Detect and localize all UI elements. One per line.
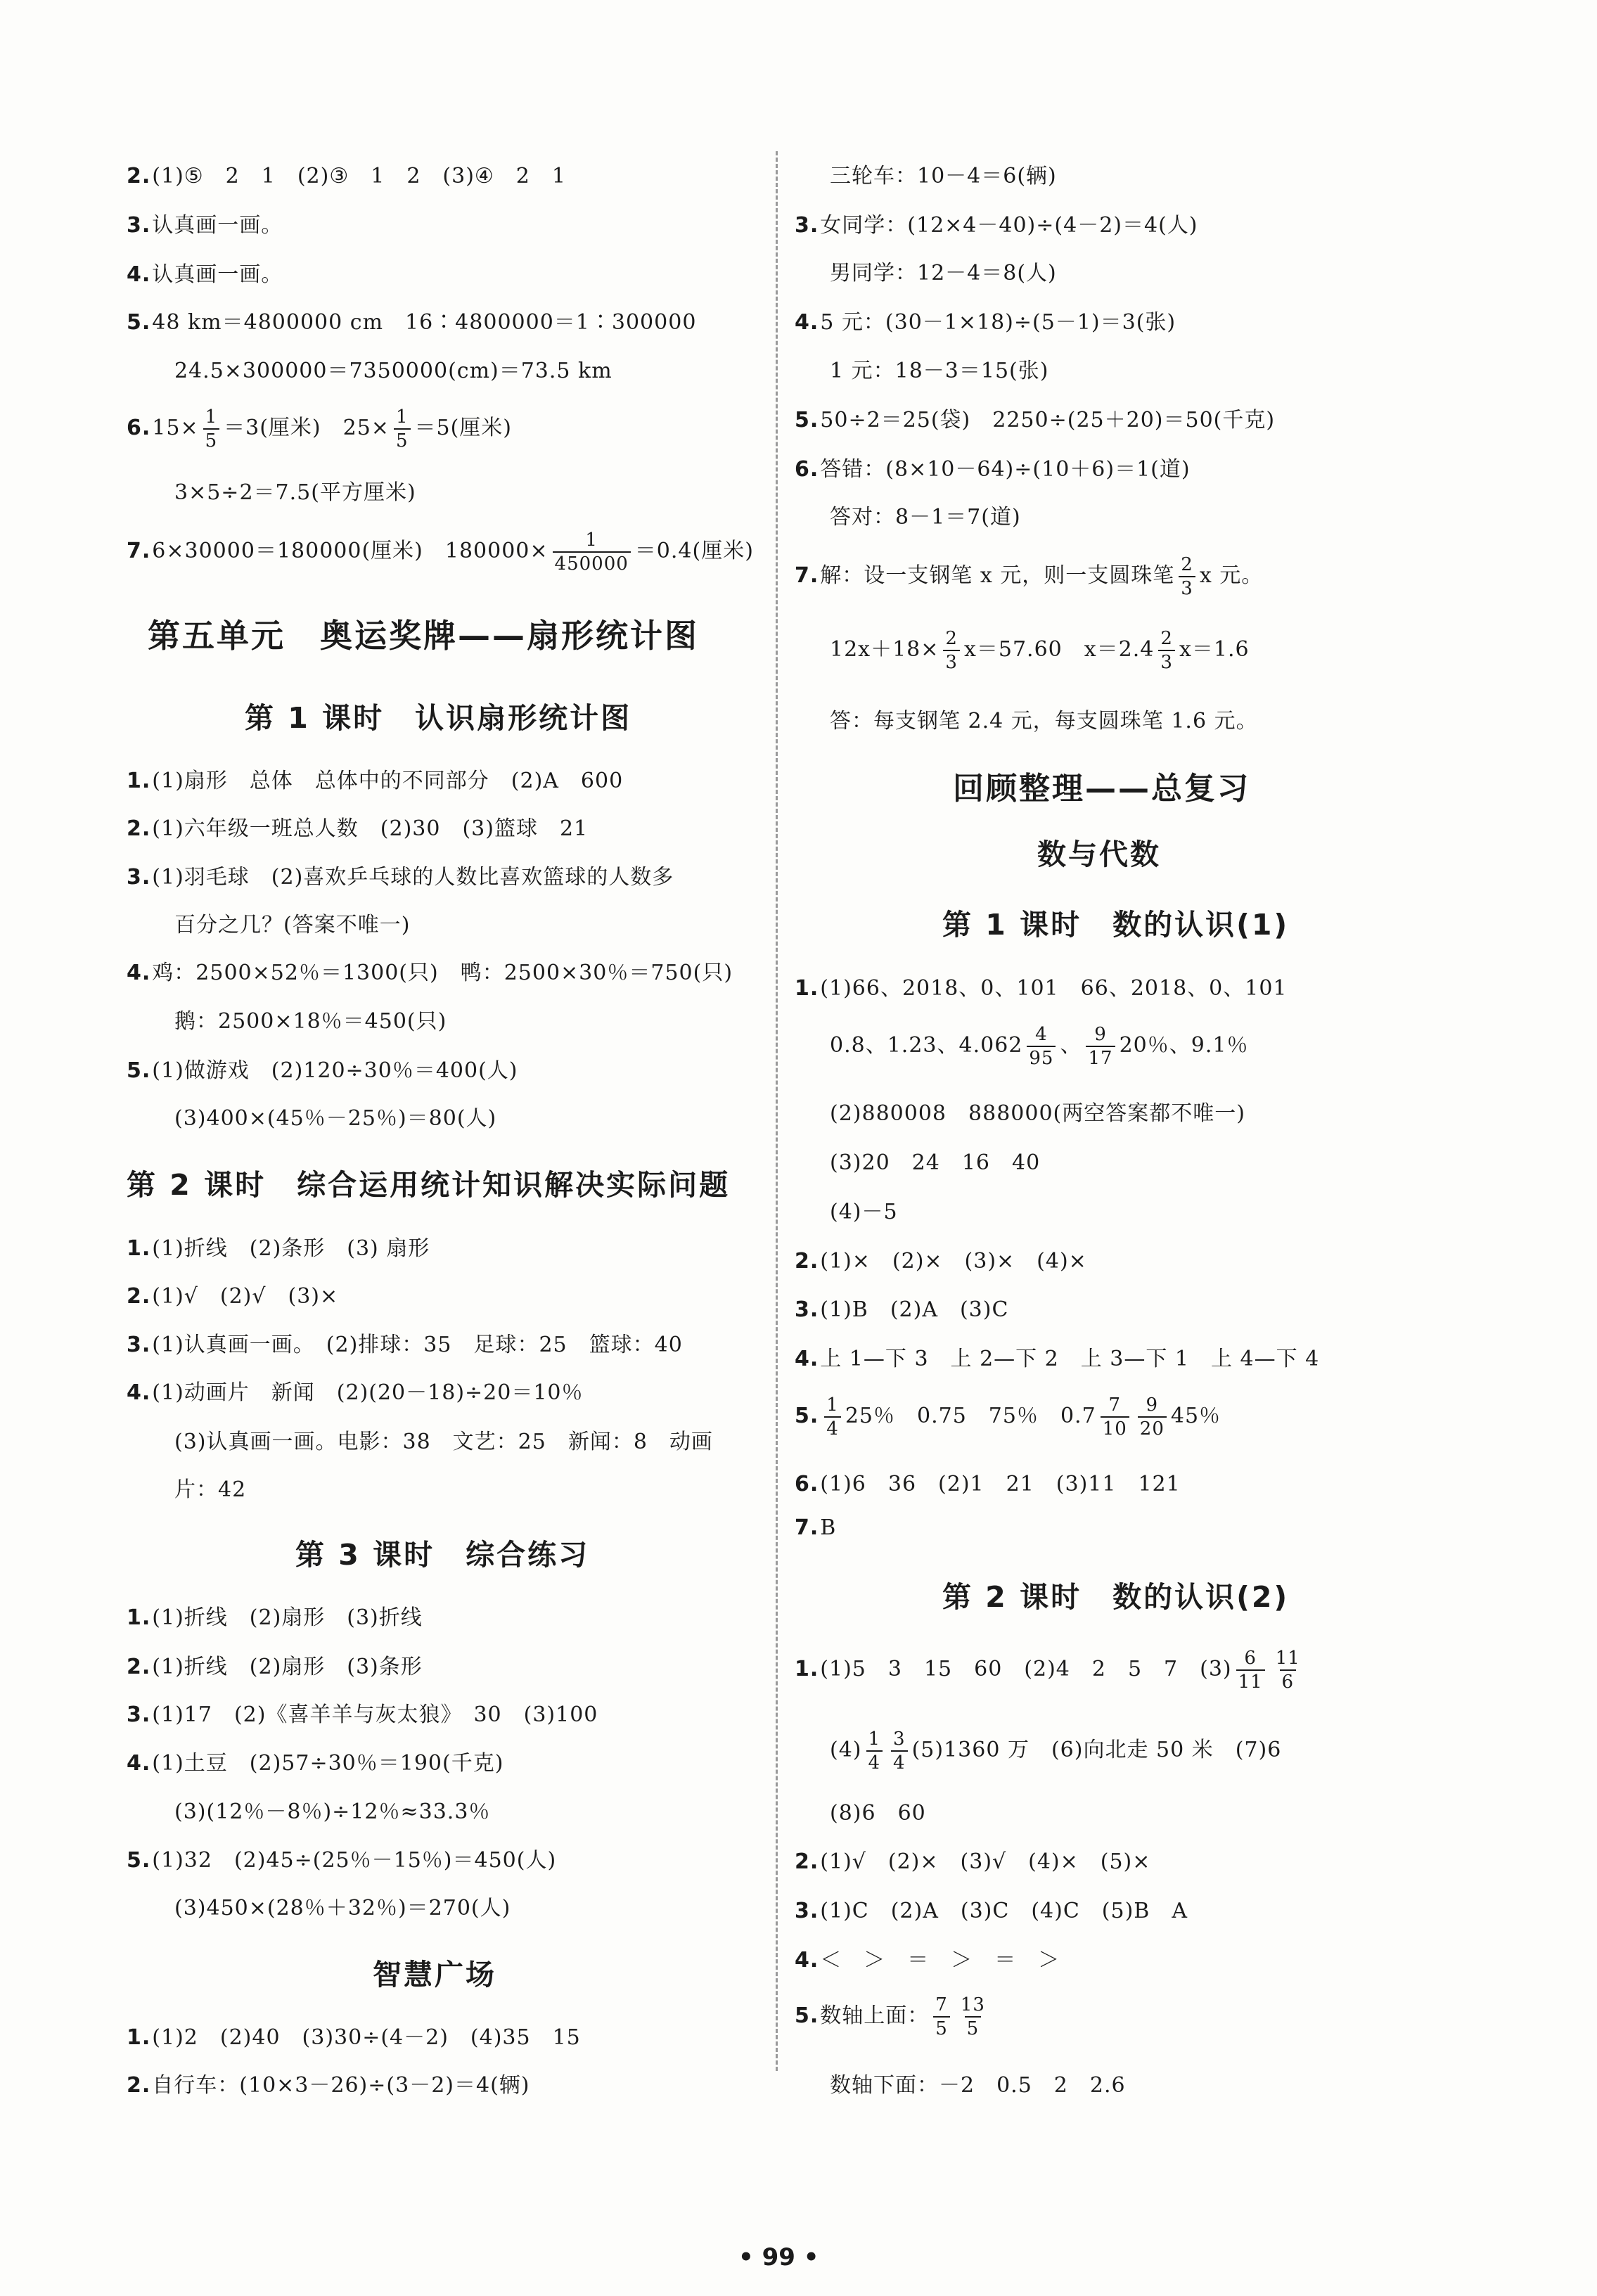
answer-line: 6.(1)6 36 (2)1 21 (3)11 121 <box>795 1472 1181 1496</box>
answer-line: (4) $\frac{1}{4}$ $\frac{3}{4}$ (5)1360 万 (6)向北走 50 米 (7)6 <box>830 1729 1282 1774</box>
answer-line: 2.(1)√ (2)× (3)√ (4)× (5)× <box>795 1849 1151 1874</box>
answer-line: (3)450×(28％＋32％)＝270(人) <box>174 1896 511 1920</box>
fraction: $\frac{2}{3}$ <box>943 629 960 672</box>
fraction: $\frac{3}{4}$ <box>891 1730 908 1772</box>
answer-line: 鹅：2500×18％＝450(只) <box>174 1009 447 1034</box>
answer-line: 4.＜ ＞ ＝ ＞ ＝ ＞ <box>795 1948 1060 1973</box>
answer-line: 4.(1)土豆 (2)57÷30％＝190(千克) <box>127 1751 504 1776</box>
fraction: $\frac{2}{3}$ <box>1158 629 1175 672</box>
answer-line: 1 元：18－3＝15(张) <box>830 359 1049 383</box>
column-divider <box>776 151 778 2071</box>
answer-line: 答：每支钢笔 2.4 元，每支圆珠笔 1.6 元。 <box>830 709 1258 733</box>
page-number: • 99 • <box>738 2243 819 2271</box>
answer-line: 4.5 元：(30－1×18)÷(5－1)＝3(张) <box>795 310 1176 335</box>
fraction: $\frac{1}{5}$ <box>203 408 220 450</box>
answer-line: 7.6×30000＝180000(厘米) 180000× $\frac{1}{450000}$ ＝0.4(厘米) <box>127 530 754 575</box>
fraction: $\frac{1}{5}$ <box>394 408 411 450</box>
fraction: $\frac{1}{4}$ <box>824 1396 841 1438</box>
section-title: 数与代数 <box>1037 838 1161 871</box>
answer-line: 3.认真画一画。 <box>127 213 283 238</box>
answer-line: 4.上 1—下 3 上 2—下 2 上 3—下 1 上 4—下 4 <box>795 1347 1320 1371</box>
answer-line: (4)－5 <box>830 1200 898 1224</box>
fraction: $\frac{9}{20}$ <box>1138 1396 1167 1438</box>
answer-line: 2.(1)六年级一班总人数 (2)30 (3)篮球 21 <box>127 816 589 841</box>
answer-line: 片：42 <box>174 1477 247 1502</box>
answer-line: 2.(1)⑤ 2 1 (2)③ 1 2 (3)④ 2 1 <box>127 164 566 188</box>
fraction: $\frac{7}{5}$ <box>933 1996 950 2038</box>
answer-line: 三轮车：10－4＝6(辆) <box>830 164 1057 188</box>
answer-line: 24.5×300000＝7350000(cm)＝73.5 km <box>174 359 612 383</box>
answer-line: 0.8、1.23、4.062 $\frac{4}{95}$ 、 $\frac{9}{17}$ 20％、9.1％ <box>830 1024 1249 1069</box>
answer-line: 4.(1)动画片 新闻 (2)(20－18)÷20＝10％ <box>127 1380 584 1405</box>
answer-line: 1.(1)折线 (2)条形 (3) 扇形 <box>127 1236 430 1261</box>
answer-line: 5.(1)32 (2)45÷(25％－15％)＝450(人) <box>127 1848 557 1873</box>
fraction: $\frac{11}{6}$ <box>1275 1648 1300 1693</box>
answer-line: 5.50÷2＝25(袋) 2250÷(25＋20)＝50(千克) <box>795 408 1276 432</box>
section-title: 回顾整理——总复习 <box>953 771 1250 807</box>
answer-line: 5. $\frac{1}{4}$ 25％ 0.75 75％ 0.7 $\frac{7}{10}$ $\frac{9}{20}$ 45％ <box>795 1394 1221 1439</box>
answer-line: 1.(1)折线 (2)扇形 (3)折线 <box>127 1605 423 1630</box>
answer-line: (2)880008 888000(两空答案都不唯一) <box>830 1101 1245 1126</box>
answer-line: 1.(1)2 (2)40 (3)30÷(4－2) (4)35 15 <box>127 2025 581 2050</box>
fraction: $\frac{2}{3}$ <box>1179 556 1195 598</box>
answer-line: 3×5÷2＝7.5(平方厘米) <box>174 480 416 505</box>
answer-line: 4.鸡：2500×52％＝1300(只) 鸭：2500×30％＝750(只) <box>127 961 733 985</box>
answer-line: 1.(1)扇形 总体 总体中的不同部分 (2)A 600 <box>127 769 624 793</box>
lesson-title: 第 1 课时 数的认识(1) <box>942 908 1290 942</box>
answer-line: 5.(1)做游戏 (2)120÷30％＝400(人) <box>127 1058 518 1083</box>
fraction: $\frac{1}{450000}$ <box>553 531 631 573</box>
answer-line: 4.认真画一画。 <box>127 262 283 287</box>
unit-title: 第五单元 奥运奖牌——扇形统计图 <box>148 617 699 655</box>
answer-line: 1.(1)5 3 15 60 (2)4 2 5 7 (3) $\frac{6}{11}$ $\frac{11}{6}$ <box>795 1649 1307 1691</box>
fraction: $\frac{9}{17}$ <box>1086 1025 1115 1067</box>
fraction: $\frac{6}{11}$ <box>1236 1649 1265 1691</box>
answer-line: 男同学：12－4＝8(人) <box>830 261 1057 286</box>
answer-line: 6.15× $\frac{1}{5}$ ＝3(厘米) 25× $\frac{1}{5}$ ＝5(厘米) <box>127 406 512 451</box>
answer-line: 百分之几？(答案不唯一) <box>174 913 411 937</box>
answer-line: 2.(1)× (2)× (3)× (4)× <box>795 1249 1087 1274</box>
answer-line: 3.(1)认真画一画。 (2)排球：35 足球：25 篮球：40 <box>127 1333 683 1357</box>
answer-line: 5.数轴上面： $\frac{7}{5}$ $\frac{13}{5}$ <box>795 1996 992 2038</box>
answer-line: (3)认真画一画。电影：38 文艺：25 新闻：8 动画 <box>174 1430 713 1454</box>
answer-line: (8)6 60 <box>830 1801 926 1826</box>
answer-line: 7.解：设一支钢笔 x 元，则一支圆珠笔 $\frac{2}{3}$ x 元。 <box>795 554 1264 599</box>
lesson-title: 第 3 课时 综合练习 <box>295 1538 590 1572</box>
answer-line: 数轴下面：－2 0.5 2 2.6 <box>830 2073 1126 2098</box>
fraction: $\frac{4}{95}$ <box>1027 1025 1056 1067</box>
answer-line: 3.(1)B (2)A (3)C <box>795 1297 1009 1322</box>
lesson-title: 第 1 课时 认识扇形统计图 <box>245 701 632 735</box>
answer-line: 3.女同学：(12×4－40)÷(4－2)＝4(人) <box>795 213 1198 238</box>
answer-line: 答对：8－1＝7(道) <box>830 505 1021 530</box>
answer-line: 3.(1)C (2)A (3)C (4)C (5)B A <box>795 1899 1188 1923</box>
answer-line: (3)400×(45％－25％)＝80(人) <box>174 1106 497 1131</box>
answer-line: (3)20 24 16 40 <box>830 1150 1041 1175</box>
fraction: $\frac{13}{5}$ <box>960 1994 985 2039</box>
answer-line: 3.(1)羽毛球 (2)喜欢乒乓球的人数比喜欢篮球的人数多 <box>127 865 674 890</box>
answer-line: 2.(1)√ (2)√ (3)× <box>127 1284 339 1309</box>
answer-line: 12x＋18× $\frac{2}{3}$ x＝57.60 x＝2.4 $\frac{2}{3}$ x＝1.6 <box>830 628 1250 673</box>
answer-line: 1.(1)66、2018、0、101 66、2018、0、101 <box>795 976 1288 1001</box>
answer-line: 6.答错：(8×10－64)÷(10＋6)＝1(道) <box>795 457 1191 482</box>
fraction: $\frac{1}{4}$ <box>866 1730 883 1772</box>
answer-line: 5.48 km＝4800000 cm 16∶4800000＝1∶300000 <box>127 310 697 335</box>
section-title: 智慧广场 <box>373 1958 496 1992</box>
answer-line: 7.B <box>795 1515 837 1540</box>
answer-line: (3)(12％－8％)÷12％≈33.3％ <box>174 1800 491 1824</box>
lesson-title: 第 2 课时 综合运用统计知识解决实际问题 <box>127 1168 731 1202</box>
lesson-title: 第 2 课时 数的认识(2) <box>942 1580 1290 1614</box>
answer-line: 3.(1)17 (2)《喜羊羊与灰太狼》 30 (3)100 <box>127 1702 598 1727</box>
answer-line: 2.(1)折线 (2)扇形 (3)条形 <box>127 1655 423 1679</box>
fraction: $\frac{7}{10}$ <box>1101 1396 1129 1438</box>
answer-line: 2.自行车：(10×3－26)÷(3－2)＝4(辆) <box>127 2073 530 2098</box>
